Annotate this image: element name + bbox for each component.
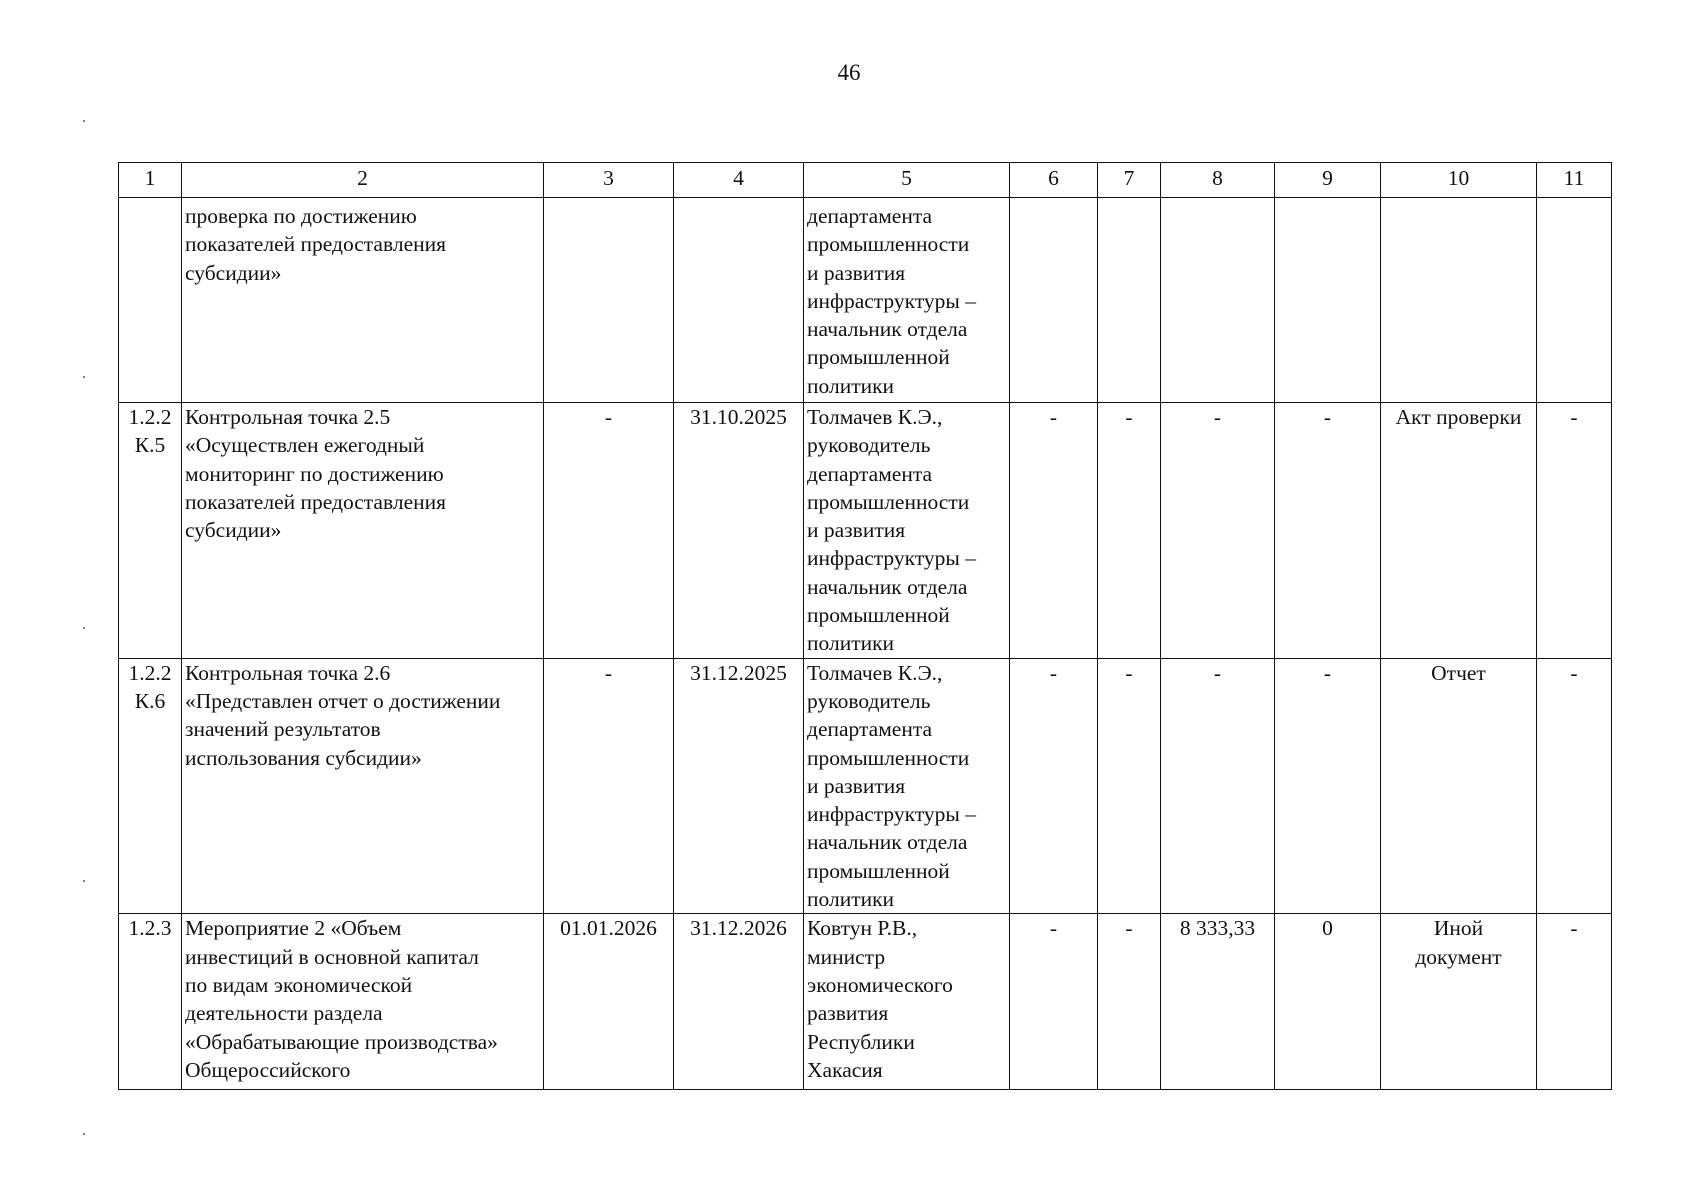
scan-speck	[83, 376, 85, 378]
document-type-cell: Иной документ	[1381, 914, 1537, 1090]
column-header: 8	[1161, 163, 1275, 198]
scan-speck	[83, 880, 85, 882]
start-date-cell: 01.01.2026	[544, 914, 674, 1090]
column-header: 7	[1098, 163, 1161, 198]
col8-cell: -	[1161, 403, 1275, 659]
item-number-cell: 1.2.3	[119, 914, 182, 1090]
responsible-cell: Толмачев К.Э., руководитель департамента промышленности и развития инфраструктуры – начальник отдела промышленной политики	[804, 403, 1010, 659]
column-header: 2	[182, 163, 544, 198]
end-date-cell	[674, 198, 804, 403]
col8-cell	[1161, 198, 1275, 403]
scan-speck	[83, 627, 85, 629]
end-date-cell: 31.10.2025	[674, 403, 804, 659]
item-number-cell: 1.2.2 К.6	[119, 658, 182, 914]
column-header: 11	[1537, 163, 1612, 198]
column-number-row	[119, 163, 1612, 198]
item-name-cell: Мероприятие 2 «Объем инвестиций в основной капитал по видам экономической деятельности раздела «Обрабатывающие производства» Общероссийского	[182, 914, 544, 1090]
scan-speck	[83, 120, 85, 122]
col9-cell: 0	[1275, 914, 1381, 1090]
column-header: 3	[544, 163, 674, 198]
col9-cell: -	[1275, 658, 1381, 914]
document-type-cell: Отчет	[1381, 658, 1537, 914]
responsible-cell: Толмачев К.Э., руководитель департамента промышленности и развития инфраструктуры – начальник отдела промышленной политики	[804, 658, 1010, 914]
col8-cell: -	[1161, 658, 1275, 914]
column-header: 6	[1010, 163, 1098, 198]
document-type-cell	[1381, 198, 1537, 403]
col6-cell: -	[1010, 403, 1098, 659]
table-row-measure-2	[119, 914, 1612, 1090]
responsible-cell: Ковтун Р.В., министр экономического развития Республики Хакасия	[804, 914, 1010, 1090]
col11-cell: -	[1537, 658, 1612, 914]
col11-cell: -	[1537, 914, 1612, 1090]
responsible-cell: департамента промышленности и развития инфраструктуры – начальник отдела промышленной политики	[804, 198, 1010, 403]
end-date-cell: 31.12.2025	[674, 658, 804, 914]
implementation-plan-table	[118, 162, 1612, 1090]
item-name-cell: Контрольная точка 2.6 «Представлен отчет о достижении значений результатов использования субсидии»	[182, 658, 544, 914]
col6-cell: -	[1010, 914, 1098, 1090]
col6-cell: -	[1010, 658, 1098, 914]
col7-cell: -	[1098, 658, 1161, 914]
col11-cell	[1537, 198, 1612, 403]
table-row-checkpoint-2-5	[119, 403, 1612, 659]
col9-cell: -	[1275, 403, 1381, 659]
scan-speck	[83, 1133, 85, 1135]
start-date-cell	[544, 198, 674, 403]
item-name-cell: проверка по достижению показателей предоставления субсидии»	[182, 198, 544, 403]
column-header: 4	[674, 163, 804, 198]
col7-cell: -	[1098, 403, 1161, 659]
column-header: 10	[1381, 163, 1537, 198]
col8-cell: 8 333,33	[1161, 914, 1275, 1090]
col7-cell: -	[1098, 914, 1161, 1090]
start-date-cell: -	[544, 403, 674, 659]
col11-cell: -	[1537, 403, 1612, 659]
col9-cell	[1275, 198, 1381, 403]
column-header: 9	[1275, 163, 1381, 198]
col7-cell	[1098, 198, 1161, 403]
start-date-cell: -	[544, 658, 674, 914]
page-number: 46	[837, 60, 861, 85]
item-number-cell	[119, 198, 182, 403]
col6-cell	[1010, 198, 1098, 403]
column-header: 1	[119, 163, 182, 198]
column-header: 5	[804, 163, 1010, 198]
item-number-cell: 1.2.2 К.5	[119, 403, 182, 659]
table-row-checkpoint-2-6	[119, 658, 1612, 914]
item-name-cell: Контрольная точка 2.5 «Осуществлен ежегодный мониторинг по достижению показателей предоставления субсидии»	[182, 403, 544, 659]
document-type-cell: Акт проверки	[1381, 403, 1537, 659]
table-row-continuation	[119, 198, 1612, 403]
end-date-cell: 31.12.2026	[674, 914, 804, 1090]
